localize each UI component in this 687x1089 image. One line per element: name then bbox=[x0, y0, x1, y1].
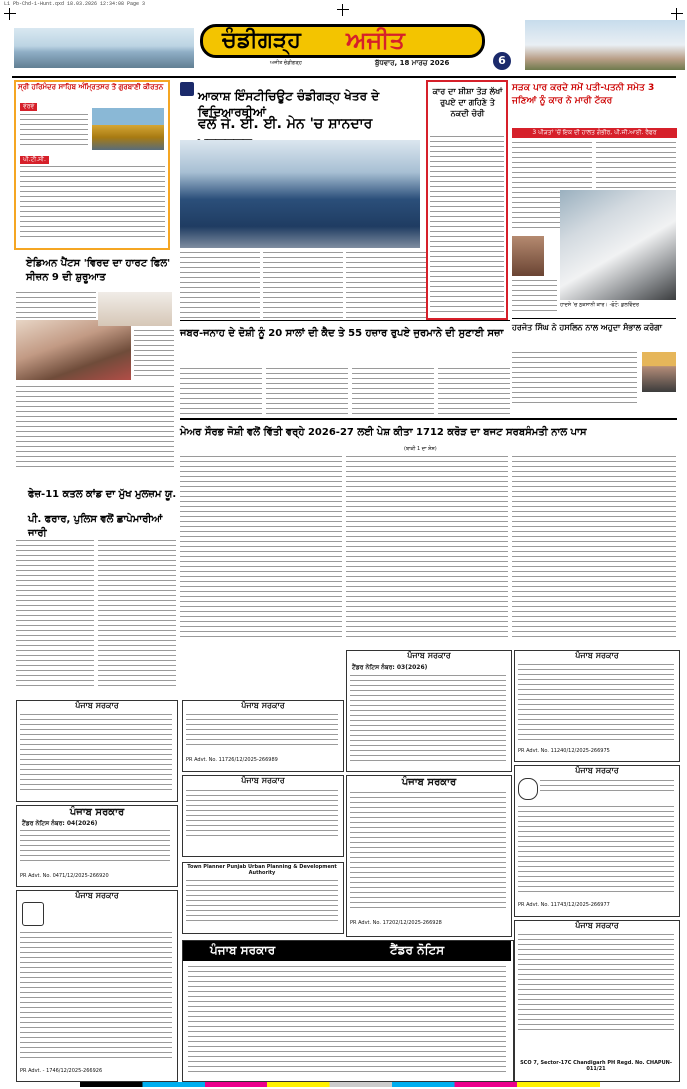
ad-punjab-sarkar: ਪੰਜਾਬ ਸਰਕਾਰ bbox=[16, 890, 178, 1082]
gurbani-text bbox=[20, 114, 88, 154]
jail-text bbox=[352, 368, 434, 416]
victim-photo bbox=[512, 236, 544, 276]
jail-text bbox=[438, 368, 510, 416]
kand-text bbox=[16, 540, 94, 692]
kand-headline-1: ਫੇਜ਼-11 ਕਤਲ ਕਾਂਡ ਦਾ ਮੁੱਖ ਮੁਲਜ਼ਮ ਯੂ. bbox=[28, 489, 177, 500]
masthead-paper: ਅਜੀਤ bbox=[346, 25, 405, 54]
masthead-rule bbox=[12, 76, 676, 78]
car-theft-headline: ਕਾਰ ਦਾ ਸ਼ੀਸ਼ਾ ਤੋੜ ਲੱਖਾਂ ਰੁਪਏ ਦਾ ਗਹਿਣੇ ਤੇ ਨਕਦੀ ਚੋਰੀ bbox=[432, 87, 503, 118]
akash-text bbox=[263, 252, 343, 322]
ad-punjab-sarkar: ਪੰਜਾਬ ਸਰਕਾਰ bbox=[346, 775, 512, 937]
registration-mark bbox=[671, 8, 683, 20]
ad-text bbox=[350, 675, 506, 765]
jail-text bbox=[180, 368, 262, 416]
eden-text bbox=[134, 330, 174, 385]
akash-headline-2: ਵਲੋਂ ਜੇ. ਈ. ਈ. ਮੇਨ 'ਚ ਸ਼ਾਨਦਾਰ bbox=[198, 116, 373, 132]
ad-table bbox=[188, 966, 506, 1076]
color-bar bbox=[80, 1082, 600, 1087]
edition-label: ਅਜੀਤ ਚੰਡੀਗੜ੍ਹ bbox=[270, 60, 302, 66]
akash-logo bbox=[180, 82, 194, 96]
ad-text bbox=[20, 714, 172, 794]
ad-punjab-sarkar: ਪੰਜਾਬ ਸਰਕਾਰ bbox=[514, 650, 680, 762]
section-rule bbox=[180, 418, 677, 420]
ad-text bbox=[350, 792, 506, 912]
harjot-photo bbox=[642, 352, 676, 392]
ad-reference: PR Advt. No. 11743/12/2025-266977 bbox=[518, 902, 610, 908]
photo-caption: ਹਾਦਸੇ 'ਚ ਨੁਕਸਾਨੀ ਕਾਰ। -ਫੋਟੋ: ਕੁਲਵਿੰਦਰ bbox=[560, 302, 639, 308]
ad-punjab-sarkar: ਪੰਜਾਬ ਸਰਕਾਰ bbox=[16, 700, 178, 802]
mayor-continued: (ਬਾਕੀ 1 ਦਾ ਸ਼ੇਸ਼) bbox=[404, 446, 437, 452]
ad-contact: Town Planner Punjab Urban Planning & Development Authority bbox=[187, 864, 337, 876]
golden-temple-photo bbox=[92, 108, 164, 150]
kand-headline-2: ਪੀ. ਫਰਾਰ, ਪੁਲਿਸ ਵਲੋਂ ਛਾਪੇਮਾਰੀਆਂ ਜਾਰੀ bbox=[28, 514, 163, 539]
eden-photo bbox=[16, 320, 131, 380]
accident-headline: ਸੜਕ ਪਾਰ ਕਰਦੇ ਸਮੇਂ ਪਤੀ-ਪਤਨੀ ਸਮੇਤ 3 ਜਣਿਆਂ ਨੂੰ ਕਾਰ ਨੇ ਮਾਰੀ ਟੱਕਰ bbox=[512, 83, 655, 106]
section-rule bbox=[512, 318, 676, 319]
akash-text bbox=[346, 252, 426, 322]
header-photo-left bbox=[14, 28, 194, 68]
header-photo-right bbox=[525, 20, 685, 70]
jail-headline: ਜਬਰ-ਜਨਾਹ ਦੇ ਦੋਸ਼ੀ ਨੂੰ 20 ਸਾਲਾਂ ਦੀ ਕੈਦ ਤੇ 55 ਹਜ਼ਾਰ ਰੁਪਏ ਜੁਰਮਾਨੇ ਦੀ ਸੁਣਾਈ ਸਜ਼ਾ bbox=[180, 328, 504, 339]
jail-text bbox=[266, 368, 348, 416]
eden-text bbox=[16, 386, 174, 472]
ad-reference: PR Advt. - 1746/12/2025-266926 bbox=[20, 1068, 103, 1074]
gurbani-tag: ਪੀ.ਟੀ.ਸੀ. bbox=[20, 156, 49, 164]
emblem-icon bbox=[518, 778, 538, 800]
ad-punjab-title: ਪੰਜਾਬ ਸਰਕਾਰ bbox=[210, 943, 276, 957]
section-rule bbox=[180, 320, 510, 321]
ad-contact: SCO 7, Sector-17C Chandigarh PH Regd. No. CHAPUN-011/21 bbox=[520, 1060, 672, 1072]
ad-text bbox=[518, 664, 674, 744]
ad-text bbox=[186, 790, 338, 840]
mayor-headline: ਮੇਅਰ ਸੌਰਭ ਜੋਸ਼ੀ ਵਲੋਂ ਵਿੱਤੀ ਵਰ੍ਹੇ 2026-27 ਲਈ ਪੇਸ਼ ਕੀਤਾ 1712 ਕਰੋੜ ਦਾ ਬਜਟ ਸਰਬਸੰਮਤੀ ਨਾਲ ਪਾਸ bbox=[180, 427, 587, 438]
registration-mark bbox=[4, 8, 16, 20]
ad-tender-number: ਟੈਂਡਰ ਨੋਟਿਸ ਨੰਬਰ: 03(2026) bbox=[352, 664, 428, 671]
masthead-city: ਚੰਡੀਗੜ੍ਹ bbox=[222, 28, 301, 53]
eden-headline: ਏਡਿਅਨ ਪੈਂਟਸ 'ਵਿਰਦ ਦਾ ਹਾਰਟ ਫਿਲ' ਸੀਜ਼ਨ 9 ਦੀ ਸ਼ੁਰੂਆਤ bbox=[26, 258, 171, 283]
ad-punjab-sarkar: ਪੰਜਾਬ ਸਰਕਾਰ bbox=[514, 765, 680, 917]
ad-tender-number: ਟੈਂਡਰ ਨੋਟਿਸ ਨੰਬਰ: 04(2026) bbox=[22, 820, 98, 827]
ad-text bbox=[20, 830, 170, 868]
ad-punjab-sarkar: ਪੰਜਾਬ ਸਰਕਾਰ bbox=[346, 650, 512, 772]
eden-photo-2 bbox=[98, 292, 172, 326]
kand-text bbox=[98, 540, 176, 692]
ad-text bbox=[186, 880, 338, 926]
accident-subhead: 3 ਪੀੜਤਾਂ 'ਚੋਂ ਇਕ ਦੀ ਹਾਲਤ ਗੰਭੀਰ, ਪੀ.ਜੀ.ਆਈ. ਰੈਫਰ bbox=[512, 128, 677, 138]
ad-punjab-sarkar: ਪੰਜਾਬ ਸਰਕਾਰ bbox=[182, 700, 344, 772]
ad-text bbox=[186, 714, 338, 752]
ad-punjab-sarkar: ਪੰਜਾਬ ਸਰਕਾਰ bbox=[514, 920, 680, 1082]
ad-text bbox=[518, 934, 674, 1034]
slug-line: L1 Pb-Chd-1-Hunt.qxd 18.03.2026 12:34:08 Page 3 bbox=[4, 1, 146, 7]
car-theft-text bbox=[430, 136, 504, 316]
akash-text bbox=[180, 252, 260, 322]
date-line: ਬੁੱਧਵਾਰ, 18 ਮਾਰਚ 2026 bbox=[375, 59, 450, 67]
mayor-text bbox=[512, 456, 676, 640]
gurbani-tag: ਵੇਰਵੇ bbox=[20, 103, 37, 111]
ad-reference: PR Advt. No. 0471/12/2025-266920 bbox=[20, 873, 109, 879]
ad-reference: PR Advt. No. 17202/12/2025-266928 bbox=[350, 920, 442, 926]
accident-text bbox=[512, 280, 557, 320]
ad-reference: PR Advt. No. 11726/12/2025-266989 bbox=[186, 757, 278, 763]
ad-text bbox=[20, 932, 172, 1062]
mayor-text bbox=[180, 456, 342, 640]
ad-punjab-sarkar: ਪੰਜਾਬ ਸਰਕਾਰ bbox=[16, 805, 178, 887]
gurbani-headline: ਸ੍ਰੀ ਹਰਿਮੰਦਰ ਸਾਹਿਬ ਅੰਮ੍ਰਿਤਸਰ ਤੋਂ ਗੁਰਬਾਣੀ ਕੀਰਤਨ bbox=[18, 83, 164, 91]
harjot-headline: ਹਰਜੋਤ ਸਿੰਘ ਨੇ ਹਸਲਿਨ ਨਾਲ ਅਹੁਦਾ ਸੰਭਾਲ ਕਰੋਗਾ bbox=[512, 323, 663, 332]
akash-headline-1: ਆਕਾਸ਼ ਇੰਸਟੀਚਿਊਟ ਚੰਡੀਗੜ੍ਹ ਖੇਤਰ ਦੇ ਵਿਦਿਆਰਥੀਆਂ bbox=[198, 89, 380, 119]
emblem-icon bbox=[22, 902, 44, 926]
ad-tender-title: ਟੈਂਡਰ ਨੋਟਿਸ bbox=[390, 943, 445, 957]
mayor-text bbox=[346, 456, 508, 640]
ad-text bbox=[518, 806, 674, 896]
accident-text bbox=[596, 142, 676, 190]
ad-text bbox=[540, 780, 674, 800]
akash-group-photo bbox=[180, 140, 420, 248]
harjot-text bbox=[512, 352, 637, 412]
registration-mark bbox=[337, 4, 349, 16]
ad-punjab-sarkar: ਪੰਜਾਬ ਸਰਕਾਰ bbox=[182, 775, 344, 857]
page-number: 6 bbox=[493, 52, 511, 70]
accident-car-photo bbox=[560, 190, 676, 300]
gurbani-text bbox=[20, 166, 165, 244]
ad-reference: PR Advt. No. 11240/12/2025-266975 bbox=[518, 748, 610, 754]
